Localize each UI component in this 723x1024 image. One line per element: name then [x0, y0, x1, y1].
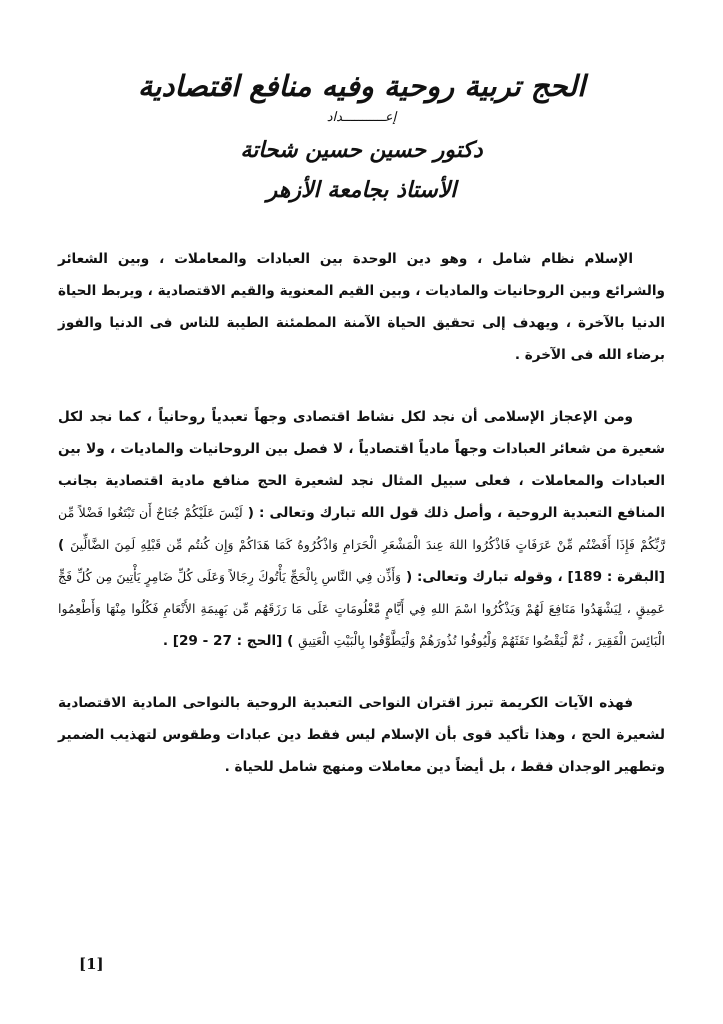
paragraph-2: [58, 401, 665, 657]
paragraph-2-intro: ومن الإعجاز الإسلامى أن نجد لكل نشاط اقتصادى وجهاً تعبدياً روحانياً ، كما نجد لكل شعيرة من شعائر العبادات وجهاً مادياً اقتصادياً ، لا فصل بين الروحانيات والماديات ، ولا بين العبادات والمعاملات ، فعلى سبيل المثال نجد لشعيرة الحج منافع مادية اقتصادية بجانب المنافع التعبدية الروحية ، وأصل ذلك قول الله تبارك وتعالى : (: [58, 409, 665, 521]
paragraph-3: فهذه الآيات الكريمة تبرز اقتران النواحى التعبدية الروحية بالنواحى المادية الاقتصادية لشعيرة الحج ، وهذا تأكيد قوى بأن الإسلام ليس فقط دين عبادات وطقوس لتهذيب الضمير وتطهير الوجدان فقط ، بل أيضاً دين معاملات ومنهج شامل للحياة .: [58, 695, 665, 775]
document-title: الحج تربية روحية وفيه منافع اقتصادية: [137, 69, 586, 103]
document-body: [58, 243, 665, 813]
paragraph-1: الإسلام نظام شامل ، وهو دين الوحدة بين العبادات والمعاملات ، وبين الشعائر والشرائع وبين الروحانيات والماديات ، وبين القيم المعنوية والقيم الاقتصادية ، ويربط الحياة الدنيا بالآخرة ، ويهدف إلى تحقيق الحياة الآمنة المطمئنة الطيبة للناس فى الدنيا والفوز برضاء الله فى الآخرة .: [58, 251, 665, 363]
author-affiliation: الأستاذ بجامعة الأزهر: [266, 177, 457, 203]
author-name: دكتور حسين حسين شحاتة: [240, 137, 483, 163]
verse-reference-hajj: ) [الحج : 27 - 29] .: [162, 633, 294, 649]
quran-verse-hajj: وَأَذِّن فِي النَّاسِ بِالْحَجِّ يَأْتُوكَ رِجَالاً وَعَلَى كُلِّ ضَامِرٍ يَأْتِينَ مِن كُلِّ فَجٍّ عَمِيقٍ ، لِيَشْهَدُوا مَنَافِعَ لَهُمْ وَيَذْكُرُوا اسْمَ اللهِ فِي أَيَّامٍ مَّعْلُومَاتٍ عَلَى مَا رَزَقَهُم مِّن بَهِيمَةِ الأَنْعَامِ فَكُلُوا مِنْهَا وَأَطْعِمُوا الْبَائِسَ الْفَقِيرَ ، ثُمَّ لْيَقْضُوا تَفَثَهُمْ وَلْيُوفُوا نُذُورَهُمْ وَلْيَطَّوَّفُوا بِالْبَيْتِ الْعَتِيقِ: [58, 569, 665, 648]
page-number: [1]: [79, 955, 104, 973]
prepared-by-label: إعـــــــــــداد: [326, 110, 397, 125]
verse-reference-baqarah: ) [البقرة : 189] ، وقوله تبارك وتعالى: (: [58, 537, 665, 585]
quran-verse-baqarah: لَيْسَ عَلَيْكُمْ جُنَاحٌ أَن تَبْتَغُوا فَضْلاً مِّن رَّبِّكُمْ فَإِذَا أَفَضْتُم مِّنْ عَرَفَاتٍ فَاذْكُرُوا اللهَ عِندَ الْمَشْعَرِ الْحَرَامِ وَاذْكُرُوهُ كَمَا هَدَاكُمْ وَإِن كُنتُم مِّن قَبْلِهِ لَمِنَ الضَّالِّينَ: [58, 505, 666, 552]
title-block: [60, 66, 663, 210]
